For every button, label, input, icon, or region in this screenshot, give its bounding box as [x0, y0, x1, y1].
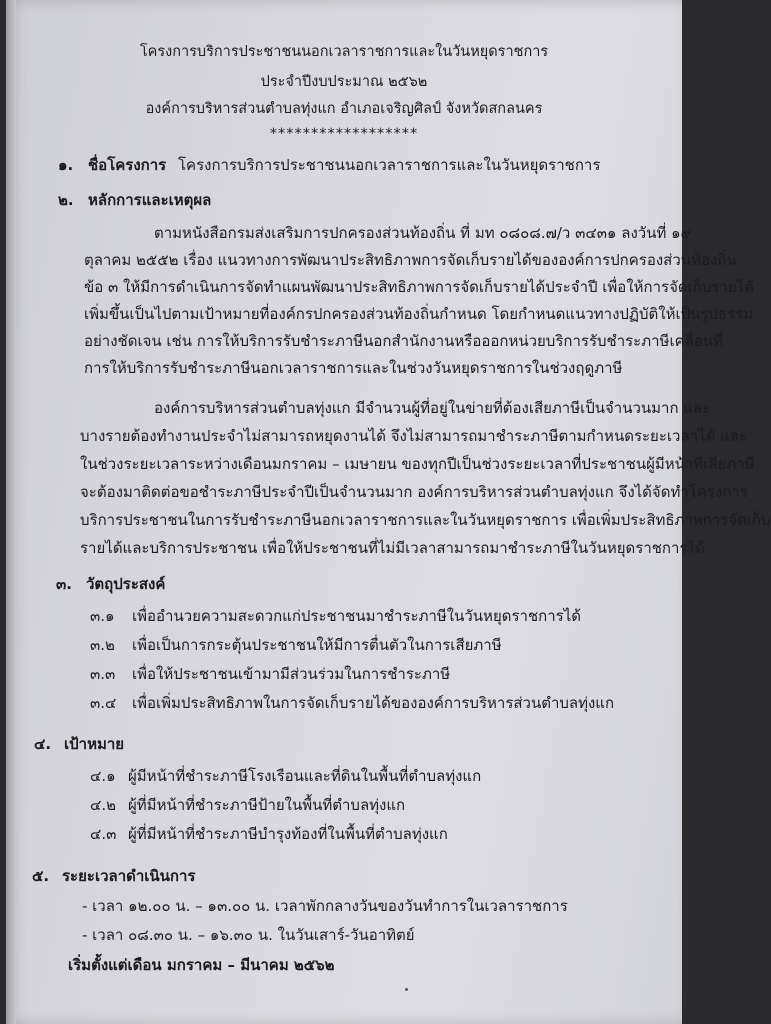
objective-number: ๓.๓: [90, 665, 116, 683]
section-2-label: หลักการและเหตุผล: [88, 191, 212, 209]
target-text: ผู้ที่มีหน้าที่ชำระภาษีป้ายในพื้นที่ตำบลทุ่งแก: [128, 796, 406, 814]
section-4-number: ๔.: [34, 735, 52, 753]
section-5-number: ๕.: [32, 867, 50, 885]
schedule-start: เริ่มตั้งแต่เดือน มกราคม – มีนาคม ๒๕๖๒: [68, 956, 335, 974]
schedule-item: - เวลา ๑๒.๐๐ น. – ๑๓.๐๐ น. เวลาพักกลางวันของวันทำการในเวลาราชการ: [82, 897, 568, 915]
doc-organization: องค์การบริหารส่วนตำบลทุ่งแก อำเภอเจริญศิลป์ จังหวัดสกลนคร: [145, 101, 543, 117]
section-3-label: วัตถุประสงค์: [86, 575, 166, 593]
objective-number: ๓.๔: [90, 694, 117, 712]
paragraph-line: ตุลาคม ๒๕๕๒ เรื่อง แนวทางการพัฒนาประสิทธิภาพการจัดเก็บรายได้ขององค์การปกครองส่วนท้องถิ่น: [84, 251, 737, 269]
paragraph-line: รายได้และบริการประชาชน เพื่อให้ประชาชนที่ไม่มีเวลาสามารถมาชำระภาษีในวันหยุดราชการได้: [80, 539, 705, 557]
paragraph-line: ตามหนังสือกรมส่งเสริมการปกครองส่วนท้องถิ่น ที่ มท ๐๘๐๘.๗/ว ๓๔๓๑ ลงวันที่ ๑๙: [154, 224, 692, 242]
paragraph-line: ในช่วงระยะเวลาระหว่างเดือนมกราคม – เมษายน ของทุกปีเป็นช่วงระยะเวลาที่ประชาชนผู้มีหน้าที่เสียภาษี: [80, 455, 755, 473]
section-3-number: ๓.: [56, 575, 72, 593]
section-5-label: ระยะเวลาดำเนินการ: [62, 867, 196, 885]
doc-stars-divider: ******************: [269, 126, 419, 142]
paragraph-line: องค์การบริหารส่วนตำบลทุ่งแก มีจำนวนผู้ที่อยู่ในข่ายที่ต้องเสียภาษีเป็นจำนวนมาก และ: [154, 399, 711, 417]
target-text: ผู้ที่มีหน้าที่ชำระภาษีบำรุงท้องที่ในพื้นที่ตำบลทุ่งแก: [128, 825, 448, 843]
target-text: ผู้มีหน้าที่ชำระภาษีโรงเรือนและที่ดินในพื้นที่ตำบลทุ่งแก: [128, 767, 482, 785]
paper-speck: [405, 988, 408, 991]
paragraph-line: อย่างชัดเจน เช่น การให้บริการรับชำระภาษีนอกสำนักงานหรือออกหน่วยบริการรับชำระภาษีเคลื่อนที่: [84, 332, 723, 350]
doc-fiscal-year: ประจำปีงบประมาณ ๒๕๖๒: [260, 74, 428, 90]
target-number: ๔.๓: [90, 825, 117, 843]
paragraph-line: จะต้องมาติดต่อขอชำระภาษีประจำปีเป็นจำนวนมาก องค์การบริหารส่วนตำบลทุ่งแก จึงได้จัดทำโครงการ: [80, 483, 748, 501]
paragraph-line: การให้บริการรับชำระภาษีนอกเวลาราชการและในช่วงวันหยุดราชการในช่วงฤดูภาษี: [84, 359, 623, 377]
paragraph-line: ข้อ ๓ ให้มีการดำเนินการจัดทำแผนพัฒนาประสิทธิภาพการจัดเก็บรายได้ประจำปี เพื่อให้การจัดเก็บรายได้: [84, 278, 754, 296]
section-4-label: เป้าหมาย: [64, 735, 125, 753]
objective-text: เพื่อเพิ่มประสิทธิภาพในการจัดเก็บรายได้ขององค์การบริหารส่วนตำบลทุ่งแก: [132, 694, 615, 712]
section-1-value: โครงการบริการประชาชนนอกเวลาราชการและในวันหยุดราชการ: [178, 156, 601, 174]
target-number: ๔.๑: [90, 767, 116, 785]
objective-number: ๓.๒: [90, 636, 115, 654]
page-edge-shadow: [6, 0, 16, 1024]
paragraph-line: เพิ่มขึ้นเป็นไปตามเป้าหมายที่องค์กรปกครองส่วนท้องถิ่นกำหนด โดยกำหนดแนวทางปฏิบัติให้เป็นรูปธรรม: [84, 305, 754, 323]
paragraph-line: บางรายต้องทำงานประจำไม่สามารถหยุดงานได้ จึงไม่สามารถมาชำระภาษีตามกำหนดระยะเวลาได้ และ: [80, 427, 748, 445]
paragraph-line: บริการประชาชนในการรับชำระภาษีนอกเวลาราชการและในวันหยุดราชการ เพื่อเพิ่มประสิทธิภาพการจัดเก็บ: [80, 511, 771, 529]
section-2-number: ๒.: [58, 191, 74, 209]
document-page: [6, 0, 771, 1024]
objective-text: เพื่ออำนวยความสะดวกแก่ประชาชนมาชำระภาษีในวันหยุดราชการได้: [132, 607, 581, 625]
target-number: ๔.๒: [90, 796, 117, 814]
objective-number: ๓.๑: [90, 607, 115, 625]
schedule-item: - เวลา ๐๘.๓๐ น. – ๑๖.๓๐ น. ในวันเสาร์-วันอาทิตย์: [82, 926, 415, 944]
objective-text: เพื่อให้ประชาชนเข้ามามีส่วนร่วมในการชำระภาษี: [132, 665, 451, 683]
doc-title: โครงการบริการประชาชนนอกเวลาราชการและในวันหยุดราชการ: [139, 44, 549, 60]
section-1-number: ๑.: [58, 156, 74, 174]
objective-text: เพื่อเป็นการกระตุ้นประชาชนให้มีการตื่นตัวในการเสียภาษี: [132, 636, 502, 654]
section-1-label: ชื่อโครงการ: [88, 156, 167, 174]
